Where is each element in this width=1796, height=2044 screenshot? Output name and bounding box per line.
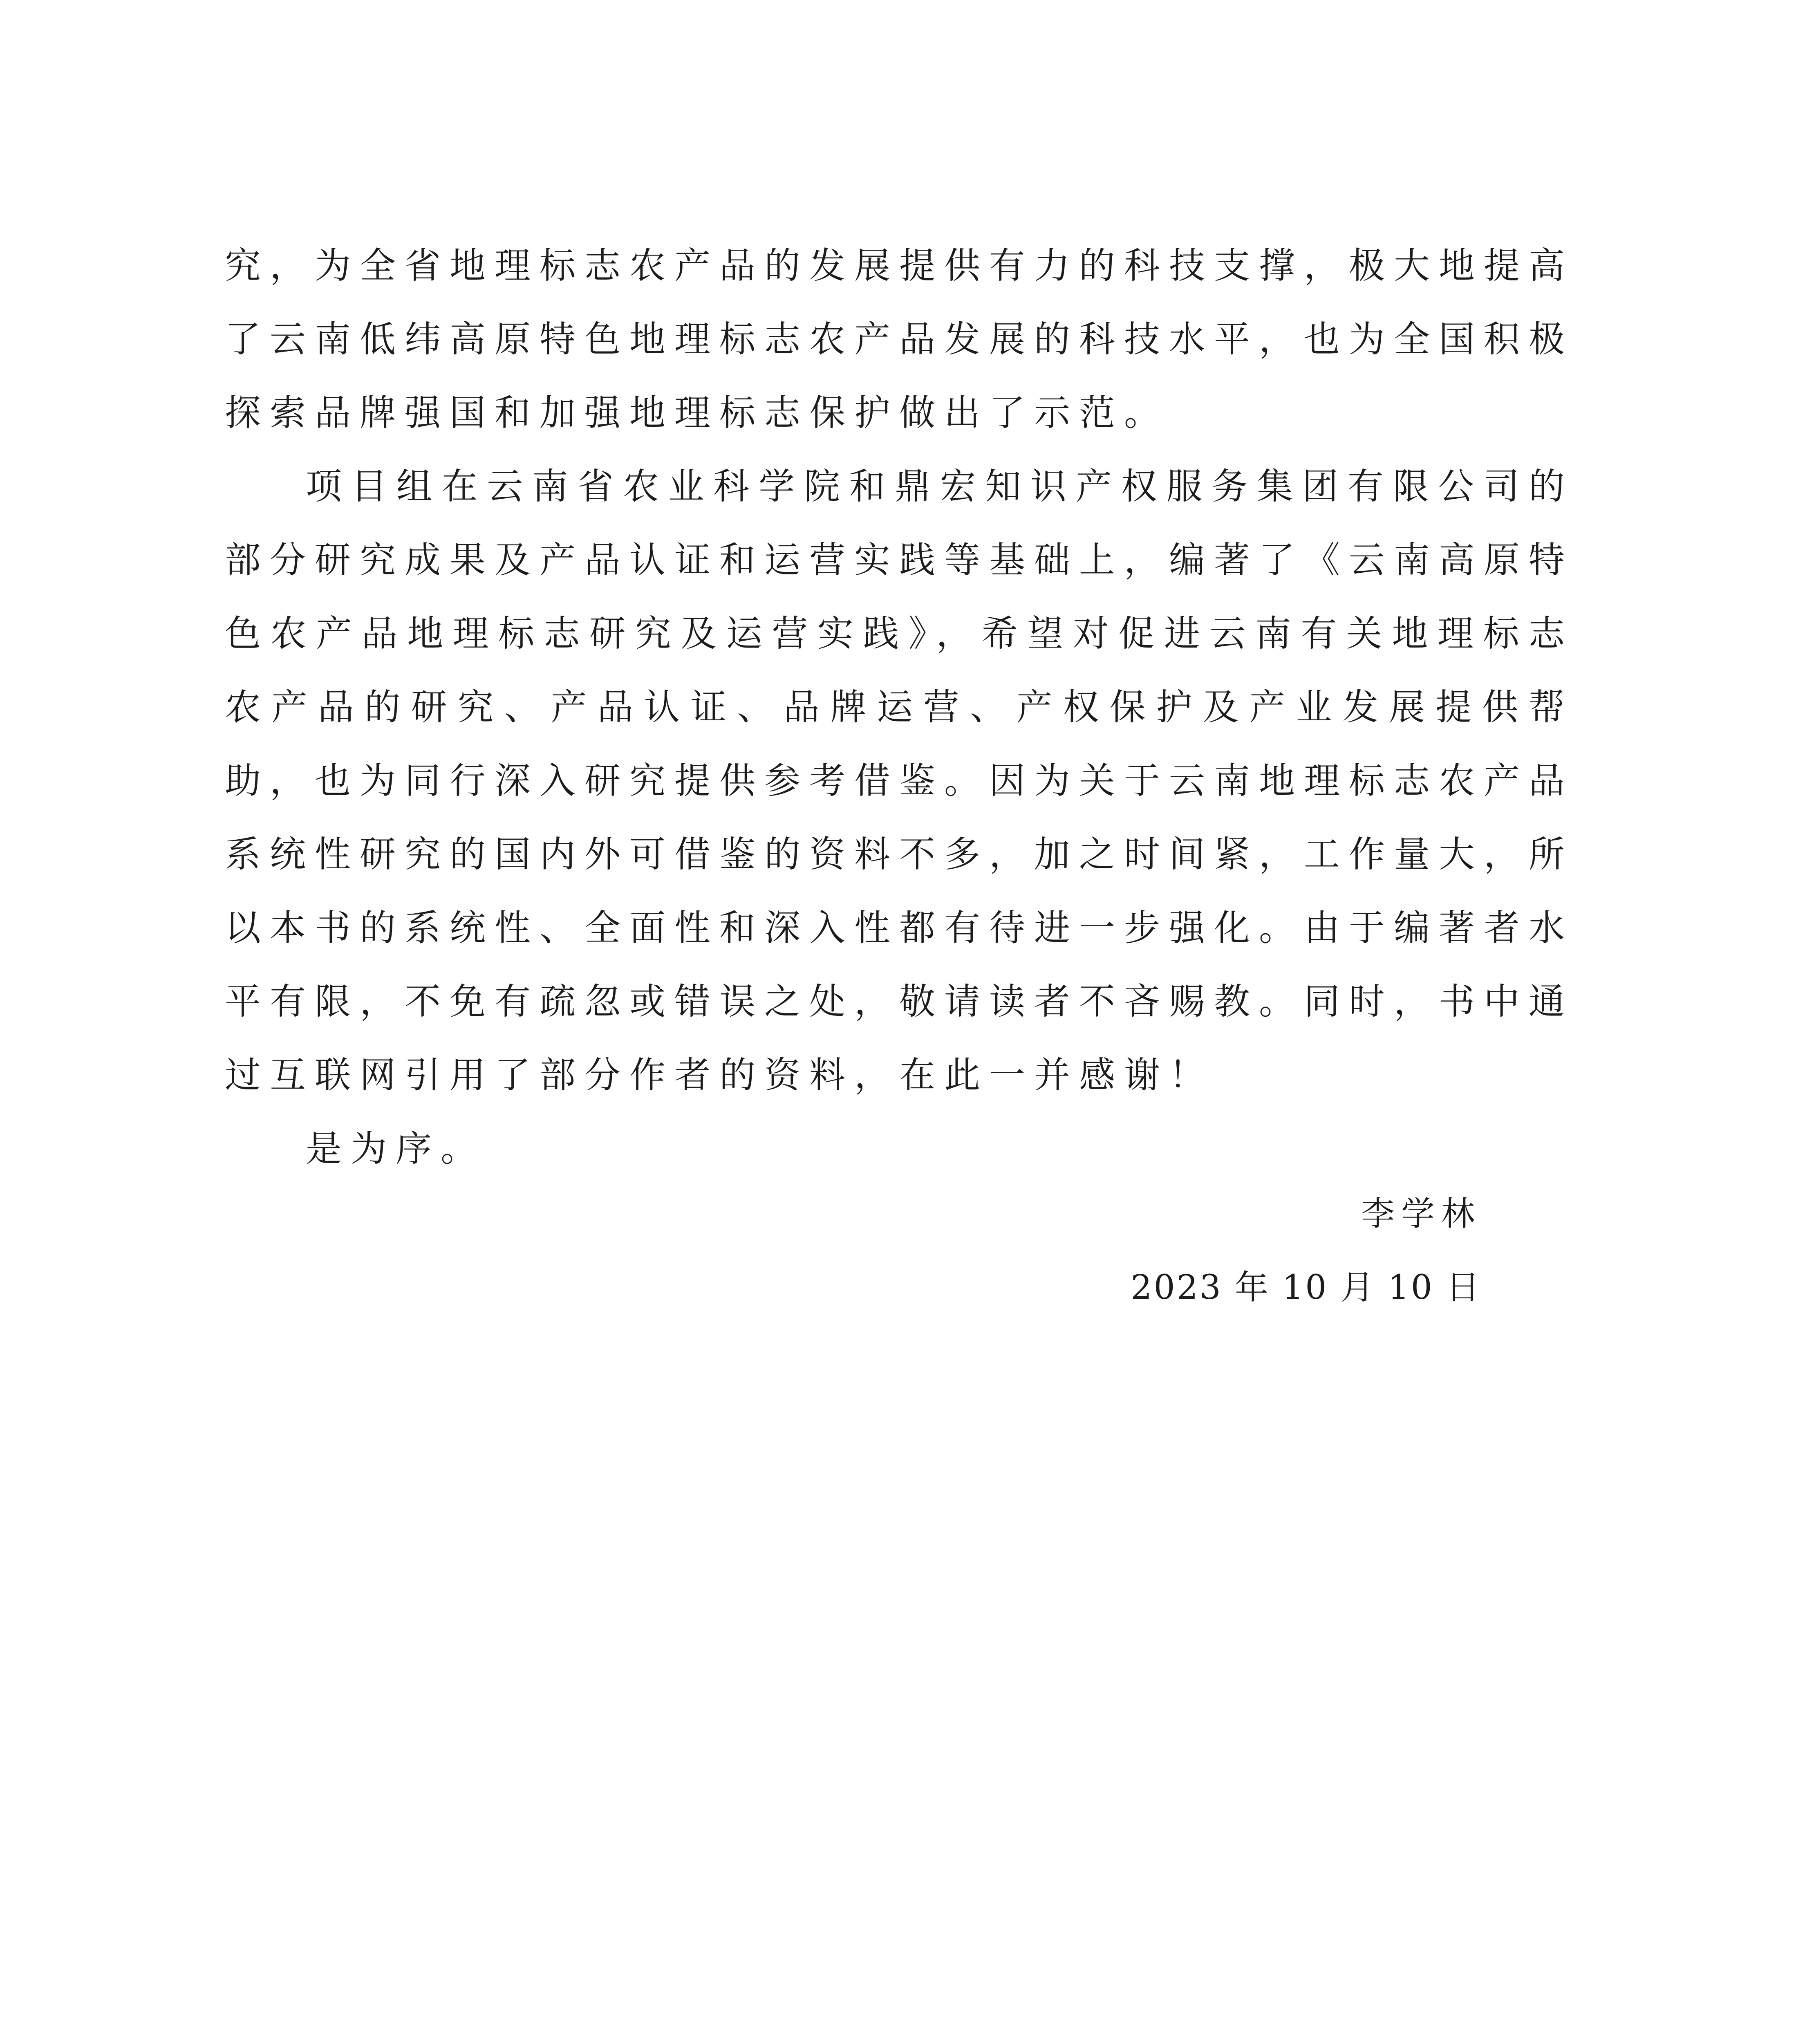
signature-block xyxy=(1131,1186,1481,1316)
paragraph-1: 究，为全省地理标志农产品的发展提供有力的科技支撑，极大地提高了云南低纬高原特色地理标志农产品发展的科技水平，也为全国积极探索品牌强国和加强地理标志保护做出了示范。 xyxy=(225,244,1574,434)
paragraph-2: 项目组在云南省农业科学院和鼎宏知识产权服务集团有限公司的部分研究成果及产品认证和运营实践等基础上，编著了《云南高原特色农产品地理标志研究及运营实践》，希望对促进云南有关地理标志农产品的研究、产品认证、品牌运营、产权保护及产业发展提供帮助，也为同行深入研究提供参考借鉴。因为关于云南地理标志农产品系统性研究的国内外可借鉴的资料不多，加之时间紧，工作量大，所以本书的系统性、全面性和深入性都有待进一步强化。由于编著者水平有限，不免有疏忽或错误之处，敬请读者不吝赐教。同时，书中通过互联网引用了部分作者的资料，在此一并感谢！ xyxy=(225,465,1574,1096)
preface-body xyxy=(225,229,1574,1186)
signature-date: 2023 年 10 月 10 日 xyxy=(1131,1268,1481,1307)
author-name: 李学林 xyxy=(1361,1195,1481,1233)
paragraph-3: 是为序。 xyxy=(306,1127,486,1170)
